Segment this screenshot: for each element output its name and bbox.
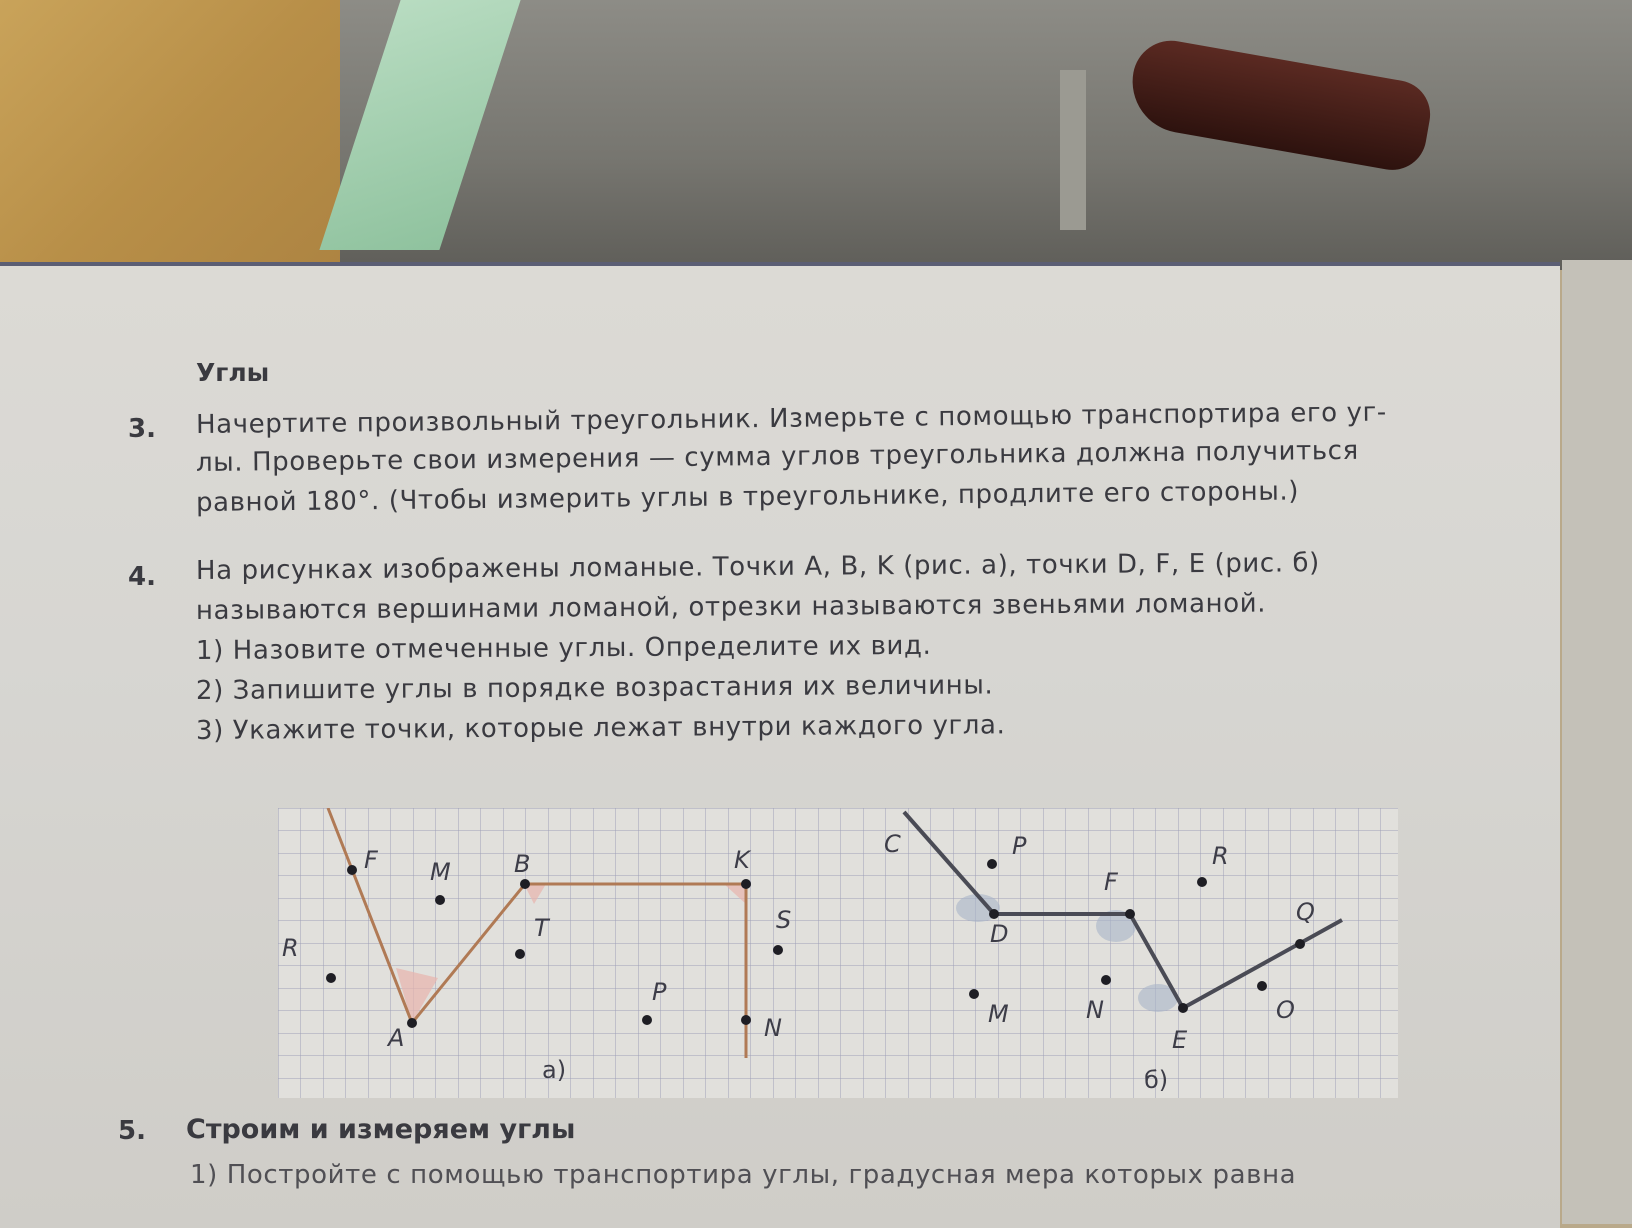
label-a: A bbox=[388, 1024, 405, 1052]
label-k: K bbox=[734, 846, 750, 874]
point-d bbox=[989, 909, 999, 919]
label-f-b: F bbox=[1104, 868, 1118, 896]
task-3-line-3: равной 180°. (Чтобы измерить углы в треугольнике, продлите его стороны.) bbox=[195, 476, 1300, 518]
label-q: Q bbox=[1296, 898, 1315, 926]
label-b: B bbox=[514, 850, 531, 878]
point-b bbox=[520, 879, 530, 889]
label-p-a: P bbox=[652, 978, 667, 1006]
section-title: Углы bbox=[196, 358, 270, 387]
label-o: O bbox=[1276, 996, 1295, 1024]
point-q bbox=[1295, 939, 1305, 949]
label-n-b: N bbox=[1086, 996, 1104, 1024]
caption-a: а) bbox=[542, 1056, 567, 1084]
label-m-b: M bbox=[988, 1000, 1009, 1028]
point-a bbox=[407, 1018, 417, 1028]
label-f-a: F bbox=[364, 846, 378, 874]
point-r-b bbox=[1197, 877, 1207, 887]
task-3-number: 3. bbox=[128, 414, 156, 444]
point-p-a bbox=[642, 1015, 652, 1025]
label-r-a: R bbox=[282, 934, 299, 962]
task-4-line-2: называются вершинами ломаной, отрезки называются звеньями ломаной. bbox=[195, 588, 1267, 626]
point-e bbox=[1178, 1003, 1188, 1013]
task-4-item-1: 1) Назовите отмеченные углы. Определите их вид. bbox=[195, 630, 932, 666]
task-5-partial-line: 1) Постройте с помощью транспортира углы, градусная мера которых равна bbox=[190, 1160, 1297, 1190]
point-p-b bbox=[987, 859, 997, 869]
point-n-b bbox=[1101, 975, 1111, 985]
task-5-number: 5. bbox=[118, 1116, 146, 1146]
next-page-edge bbox=[1562, 260, 1632, 1224]
label-c: C bbox=[884, 830, 901, 858]
point-f-a bbox=[347, 865, 357, 875]
polyline-figures bbox=[278, 808, 1398, 1098]
task-4-number: 4. bbox=[128, 562, 156, 592]
point-r-a bbox=[326, 973, 336, 983]
figures-grid bbox=[278, 808, 1398, 1102]
task-3-line-1: Начертите произвольный треугольник. Измерьте с помощью транспортира его уг- bbox=[195, 397, 1387, 440]
label-s: S bbox=[776, 906, 792, 934]
point-k bbox=[741, 879, 751, 889]
tool-blade bbox=[1060, 70, 1086, 230]
point-m-a bbox=[435, 895, 445, 905]
label-d: D bbox=[990, 920, 1009, 948]
point-t bbox=[515, 949, 525, 959]
label-p-b: P bbox=[1012, 832, 1027, 860]
point-o bbox=[1257, 981, 1267, 991]
label-n-a: N bbox=[764, 1014, 782, 1042]
point-f-b bbox=[1125, 909, 1135, 919]
task-4-line-1: На рисунках изображены ломаные. Точки A, B, K (рис. а), точки D, F, E (рис. б) bbox=[195, 548, 1320, 586]
point-s bbox=[773, 945, 783, 955]
point-n-a bbox=[741, 1015, 751, 1025]
caption-b: б) bbox=[1144, 1066, 1169, 1094]
label-t: T bbox=[534, 914, 549, 942]
label-m-a: M bbox=[430, 858, 451, 886]
task-3-line-2: лы. Проверьте свои измерения — сумма углов треугольника должна получиться bbox=[195, 435, 1359, 478]
task-4-item-2: 2) Запишите углы в порядке возрастания их величины. bbox=[195, 670, 994, 706]
cutting-board-background bbox=[340, 0, 1632, 270]
grid-lines bbox=[278, 808, 1398, 1098]
task-5-title: Строим и измеряем углы bbox=[186, 1114, 576, 1145]
label-e: E bbox=[1172, 1026, 1188, 1054]
task-4-item-3: 3) Укажите точки, которые лежат внутри каждого угла. bbox=[195, 710, 1006, 746]
point-m-b bbox=[969, 989, 979, 999]
label-r-b: R bbox=[1212, 842, 1229, 870]
